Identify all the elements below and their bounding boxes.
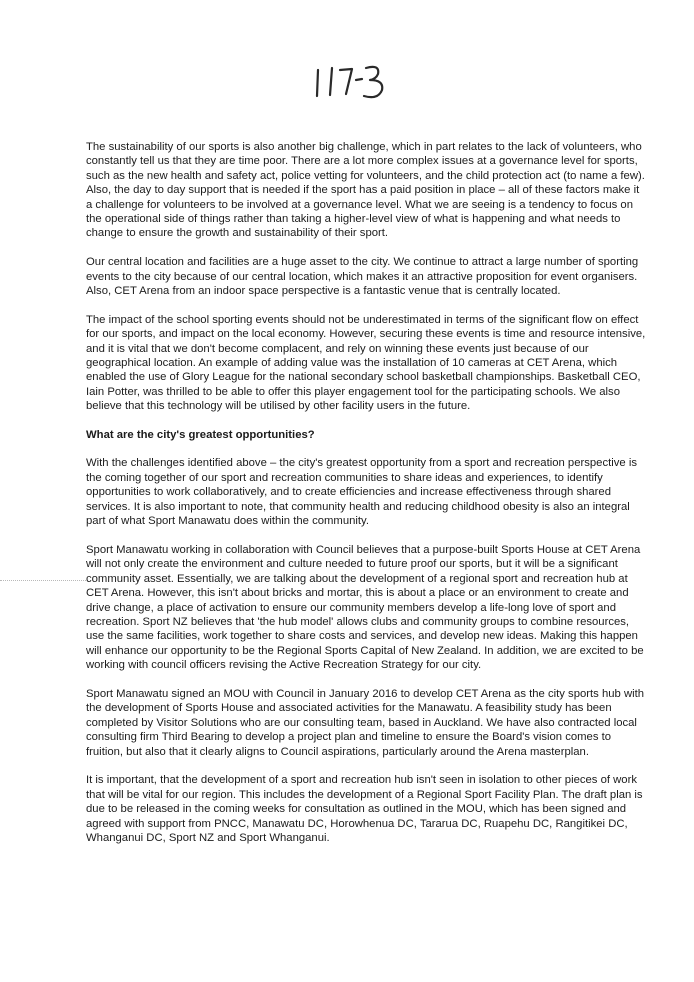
paragraph-central-location: Our central location and facilities are a huge asset to the city. We continue to attract a large number of sporting events to the city because of our central location, which makes it an attractive proposition for event organisers. Also, CET Arena from an indoor space perspective is a fantastic venue that is centrally located.: [86, 256, 639, 298]
paragraph-volunteers: The sustainability of our sports is also another big challenge, which in part relates to the lack of volunteers, who constantly tell us that they are time poor. There are a lot more complex issues at a governance level for sports, such as the new health and safety act, police vetting for volunteers, and the child protection act (to name a few). Also, the day to day support that is needed if the sport has a paid position in place – all of these factors make it a challenge for volunteers to be involved at a governance level. What we are seeing is a tendency to focus on the operational side of things rather than taking a higher-level view of what is happening and what needs to change to ensure the growth and sustainability of their sport.: [86, 141, 645, 240]
paragraph-school-events: The impact of the school sporting events should not be underestimated in terms of the significant flow on effect for our sports, and impact on the local economy. However, securing these events is time and resource intensive, and it is vital that we don't become complacent, and rely on winning these events just because of our geographical location. An example of adding value was the installation of 10 cameras at CET Arena, which enabled the use of Glory League for the national secondary school basketball championships. Basketball CEO, Iain Potter, was thrilled to be able to offer this player engagement tool for the participating schools. We also believe that this technology will be utilised by other facility users in the future.: [86, 313, 646, 413]
document-body: [86, 140, 646, 860]
paragraph-mou: Sport Manawatu signed an MOU with Council in January 2016 to develop CET Arena as the city sports hub with the development of Sports House and associated activities for the Manawatu. A feasibility study has been completed by Visitor Solutions who are our consulting team, based in Auckland. We have also contracted local consulting firm Third Bearing to develop a project plan and timeline to ensure the Board's vision comes to fruition, but also that it clearly aligns to Council aspirations, particularly around the Arena masterplan.: [86, 687, 645, 758]
paragraph-sports-house: Sport Manawatu working in collaboration with Council believes that a purpose-built Sports House at CET Arena will not only create the environment and culture needed to future proof our sports, but it will be a significant community asset. Essentially, we are talking about the development of a regional sport and recreation hub at CET Arena. However, this isn't about bricks and mortar, this is about a place or an environment to create and drive change, a place of activation to ensure our community members develop a life-long love of sport and recreation. Sport NZ believes that 'the hub model' allows clubs and community groups to combine resources, use the same facilities, work together to share costs and services, and develop new ideas. Making this happen will enhance our opportunity to be the Regional Sports Capital of New Zealand. In addition, we are excited to be working with council officers revising the Active Recreation Strategy for our city.: [86, 543, 644, 672]
handwritten-page-number: [300, 58, 410, 102]
paragraph-regional-facility-plan: It is important, that the development of a sport and recreation hub isn't seen in isolation to other pieces of work that will be vital for our region. This includes the development of a Regional Sport Facility Plan. The draft plan is due to be released in the coming weeks for consultation as outlined in the MOU, which has been signed and agreed with support from PNCC, Manawatu DC, Horowhenua DC, Tararua DC, Ruapehu DC, Rangitikei DC, Whanganui DC, Sport NZ and Sport Whanganui.: [86, 774, 643, 844]
section-heading-opportunities: What are the city's greatest opportunities?: [86, 429, 315, 442]
paragraph-greatest-opportunity: With the challenges identified above – the city's greatest opportunity from a sport and recreation perspective is the coming together of our sport and recreation communities to share ideas and experiences, to identify opportunities to work collaboratively, and to create efficiencies and increase effectiveness through shared services. It is also important to note, that community health and reducing childhood obesity is also an integral part of what Sport Manawatu does within the community.: [86, 457, 637, 528]
scan-artifact-line: [0, 580, 86, 582]
